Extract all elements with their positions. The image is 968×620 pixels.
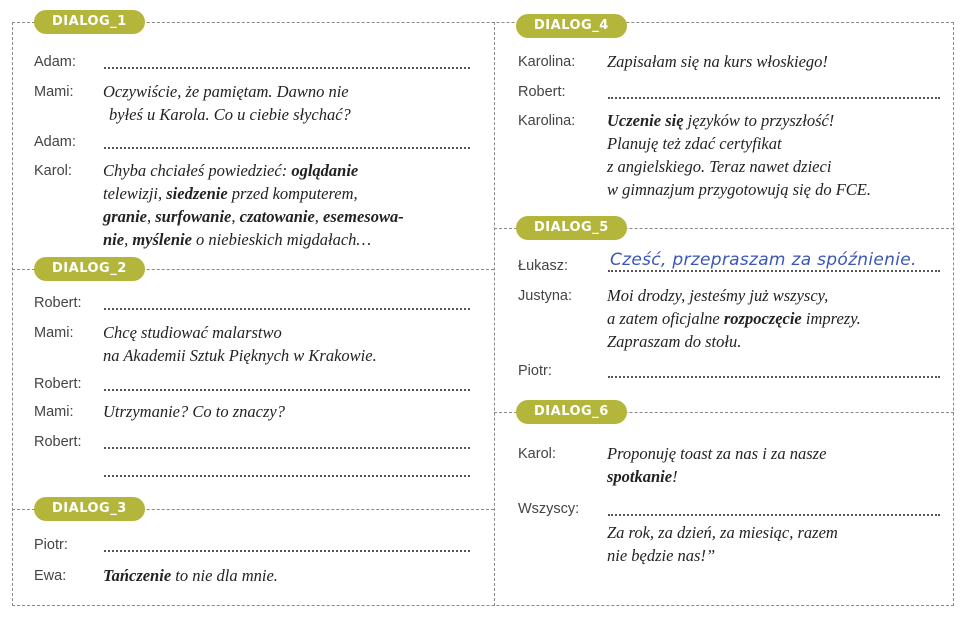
speaker-label: Piotr: (34, 537, 68, 553)
dialog-line: telewizji, siedzenie przed komputerem, (103, 184, 358, 203)
dialog-line: granie, surfowanie, czatowanie, esemesowa- (103, 207, 404, 226)
dialog-line: Zapraszam do stołu. (607, 332, 742, 351)
dialog-4-tag: DIALOG_4 (516, 14, 627, 38)
dialog-line: Chyba chciałeś powiedzieć: oglądanie (103, 161, 359, 180)
dialog-line: Chcę studiować malarstwo (103, 323, 282, 342)
speaker-label: Mami: (34, 404, 74, 420)
dialog-line: Utrzymanie? Co to znaczy? (103, 402, 285, 421)
speaker-label: Łukasz: (518, 258, 568, 274)
answer-blank (608, 376, 940, 378)
dialog-line: Zapisałam się na kurs włoskiego! (607, 52, 828, 71)
dialog-3-tag: DIALOG_3 (34, 497, 145, 521)
speaker-label: Karol: (34, 163, 72, 179)
dialog-line: a zatem oficjalne rozpoczęcie imprezy. (607, 309, 861, 328)
speaker-label: Adam: (34, 54, 76, 70)
dialog-line: byłeś u Karola. Co u ciebie słychać? (109, 105, 351, 124)
dialog-line: na Akademii Sztuk Pięknych w Krakowie. (103, 346, 377, 365)
column-divider (494, 22, 495, 606)
speaker-label: Robert: (518, 84, 566, 100)
dialog-line: Tańczenie to nie dla mnie. (103, 566, 278, 585)
dialog-line: Oczywiście, że pamiętam. Dawno nie (103, 82, 349, 101)
dialog-line: nie będzie nas!” (607, 546, 716, 565)
answer-blank (104, 67, 470, 69)
answer-blank (104, 308, 470, 310)
answer-blank (104, 475, 470, 477)
speaker-label: Mami: (34, 84, 74, 100)
dialog-6-tag: DIALOG_6 (516, 400, 627, 424)
speaker-label: Adam: (34, 134, 76, 150)
speaker-label: Ewa: (34, 568, 67, 584)
answer-blank (104, 550, 470, 552)
speaker-label: Robert: (34, 376, 82, 392)
dialog-5-tag: DIALOG_5 (516, 216, 627, 240)
answer-blank (608, 270, 940, 272)
dialog-line: Moi drodzy, jesteśmy już wszyscy, (607, 286, 829, 305)
answer-blank (104, 389, 470, 391)
dialog-line: z angielskiego. Teraz nawet dzieci (607, 157, 832, 176)
dialog-line: spotkanie! (607, 467, 678, 486)
speaker-label: Wszyscy: (518, 501, 580, 517)
speaker-label: Robert: (34, 295, 82, 311)
answer-blank (104, 447, 470, 449)
dialog-line: Za rok, za dzień, za miesiąc, razem (607, 523, 838, 542)
speaker-label: Mami: (34, 325, 74, 341)
speaker-label: Piotr: (518, 363, 552, 379)
speaker-label: Karolina: (518, 54, 576, 70)
speaker-label: Robert: (34, 434, 82, 450)
answer-blank (104, 147, 470, 149)
speaker-label: Justyna: (518, 288, 572, 304)
dialog-2-tag: DIALOG_2 (34, 257, 145, 281)
speaker-label: Karol: (518, 446, 556, 462)
dialog-line: Planuję też zdać certyfikat (607, 134, 782, 153)
answer-blank (608, 97, 940, 99)
dialog-line: w gimnazjum przygotowują się do FCE. (607, 180, 872, 199)
speaker-label: Karolina: (518, 113, 576, 129)
dialog-line: Proponuję toast za nas i za nasze (607, 444, 827, 463)
dialog-line: Uczenie się języków to przyszłość! (607, 111, 835, 130)
dialog-1-tag: DIALOG_1 (34, 10, 145, 34)
dialog-line: nie, myślenie o niebieskich migdałach… (103, 230, 372, 249)
handwritten-answer: Cześć, przepraszam za spóźnienie. (610, 250, 917, 270)
answer-blank (608, 514, 940, 516)
